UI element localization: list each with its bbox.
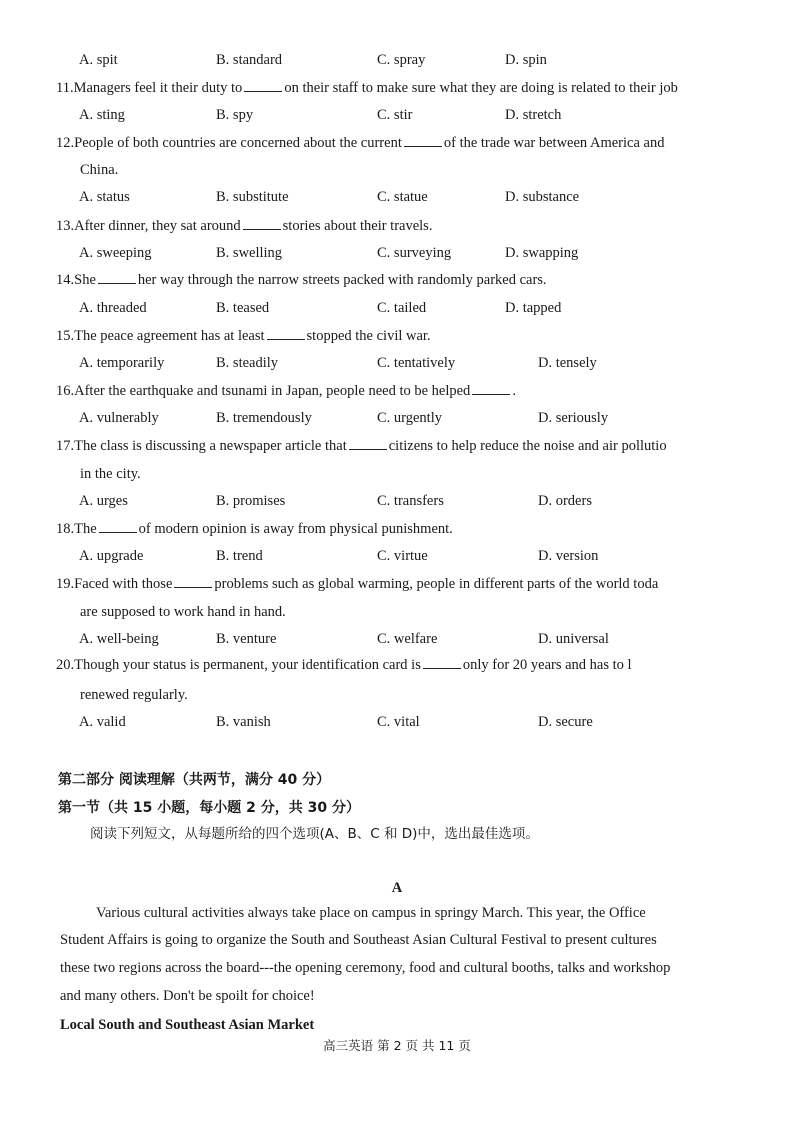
option-a: A. spit [79,52,118,68]
question-text: of the trade war between America and [443,135,665,151]
option-b: B. tremendously [216,410,312,426]
question-number: 18. [56,521,75,537]
option-a: A. vulnerably [79,410,159,426]
answer-blank [267,338,305,340]
question-text: After dinner, they sat around [74,218,241,234]
option-c: C. surveying [377,245,452,261]
question-number: 20. [56,657,75,673]
question-continuation: China. [80,162,119,178]
question-text: The peace agreement has at least [74,328,265,344]
question-stem [56,438,667,455]
option-c: C. tailed [377,300,427,316]
question-number: 16. [56,383,75,399]
page-footer: 高三英语 第 2 页 共 11 页 [323,1038,471,1053]
option-d: D. universal [538,631,609,647]
answer-blank [243,228,281,230]
answer-blank [404,145,442,147]
question-text: The class is discussing a newspaper article that [74,438,347,454]
question-continuation: renewed regularly. [80,687,188,703]
question-number: 12. [56,135,75,151]
question-continuation: are supposed to work hand in hand. [80,604,286,620]
option-b: B. teased [216,300,270,316]
passage-line: and many others. Don't be spoilt for choice! [60,988,315,1004]
option-a: A. urges [79,493,128,509]
option-d: D. seriously [538,410,609,426]
question-number: 14. [56,272,75,288]
answer-blank [174,586,212,588]
option-a: A. valid [79,714,126,730]
option-b: B. spy [216,107,254,123]
answer-blank [98,282,136,284]
question-text: of modern opinion is away from physical punishment. [138,521,453,537]
question-number: 13. [56,218,75,234]
question-stem [56,218,432,235]
question-text: only for 20 years and has to l [462,657,632,673]
option-d: D. tapped [505,300,562,316]
question-text: . [512,383,516,399]
option-a: A. well-being [79,631,159,647]
question-stem [56,383,516,400]
option-d: D. stretch [505,107,562,123]
option-c: C. urgently [377,410,442,426]
question-text: The [74,521,97,537]
question-stem [56,272,547,289]
passage-label: A [391,880,403,896]
question-text: Though your status is permanent, your identification card is [74,657,421,673]
option-d: D. tensely [538,355,597,371]
option-a: A. sting [79,107,125,123]
question-stem [56,135,664,152]
section-sub-heading: 第一节（共 15 小题，每小题 2 分，共 30 分） [58,800,360,816]
option-c: C. welfare [377,631,438,647]
question-stem [56,521,453,538]
option-b: B. swelling [216,245,283,261]
question-stem [56,80,678,97]
option-a: A. upgrade [79,548,144,564]
question-continuation: in the city. [80,466,141,482]
question-text: After the earthquake and tsunami in Japan, people need to be helped [74,383,471,399]
option-b: B. promises [216,493,286,509]
question-number: 11. [56,80,74,96]
option-b: B. vanish [216,714,271,730]
option-c: C. statue [377,189,428,205]
answer-blank [244,90,282,92]
answer-blank [349,448,387,450]
question-stem [56,328,431,345]
question-text: She [74,272,96,288]
option-b: B. standard [216,52,283,68]
question-text: problems such as global warming, people in different parts of the world toda [214,576,659,592]
option-b: B. venture [216,631,277,647]
option-c: C. vital [377,714,420,730]
question-number: 19. [56,576,75,592]
option-b: B. substitute [216,189,289,205]
section-heading: 第二部分 阅读理解（共两节，满分 40 分） [58,772,331,788]
option-a: A. status [79,189,130,205]
question-text: her way through the narrow streets packed with randomly parked cars. [137,272,547,288]
option-a: A. temporarily [79,355,165,371]
option-c: C. virtue [377,548,428,564]
option-d: D. substance [505,189,580,205]
answer-blank [472,393,510,395]
option-c: C. spray [377,52,426,68]
passage-line: Student Affairs is going to organize the South and Southeast Asian Cultural Festival to present cultures [60,932,657,948]
question-text: stopped the civil war. [306,328,431,344]
passage-line: these two regions across the board---the opening ceremony, food and cultural booths, talks and workshop [60,960,671,976]
question-stem [56,657,632,674]
passage-line: Various cultural activities always take place on campus in springy March. This year, the Office [96,905,646,921]
question-text: Faced with those [74,576,173,592]
option-a: A. sweeping [79,245,152,261]
option-c: C. tentatively [377,355,456,371]
question-number: 17. [56,438,75,454]
question-text: Managers feel it their duty to [73,80,243,96]
question-number: 15. [56,328,75,344]
answer-blank [423,667,461,669]
question-text: on their staff to make sure what they are doing is related to their job [284,80,678,96]
section-instruction: 阅读下列短文，从每题所给的四个选项(A、B、C 和 D)中，选出最佳选项。 [90,826,539,842]
passage-subheading: Local South and Southeast Asian Market [60,1017,315,1033]
question-stem [56,576,658,593]
question-text: People of both countries are concerned about the current [74,135,402,151]
option-b: B. steadily [216,355,279,371]
question-text: stories about their travels. [282,218,433,234]
option-d: D. version [538,548,599,564]
option-b: B. trend [216,548,263,564]
question-text: citizens to help reduce the noise and air pollutio [388,438,667,454]
option-a: A. threaded [79,300,147,316]
answer-blank [99,531,137,533]
option-d: D. spin [505,52,547,68]
option-c: C. stir [377,107,413,123]
option-d: D. orders [538,493,592,509]
option-d: D. secure [538,714,593,730]
option-d: D. swapping [505,245,579,261]
option-c: C. transfers [377,493,444,509]
